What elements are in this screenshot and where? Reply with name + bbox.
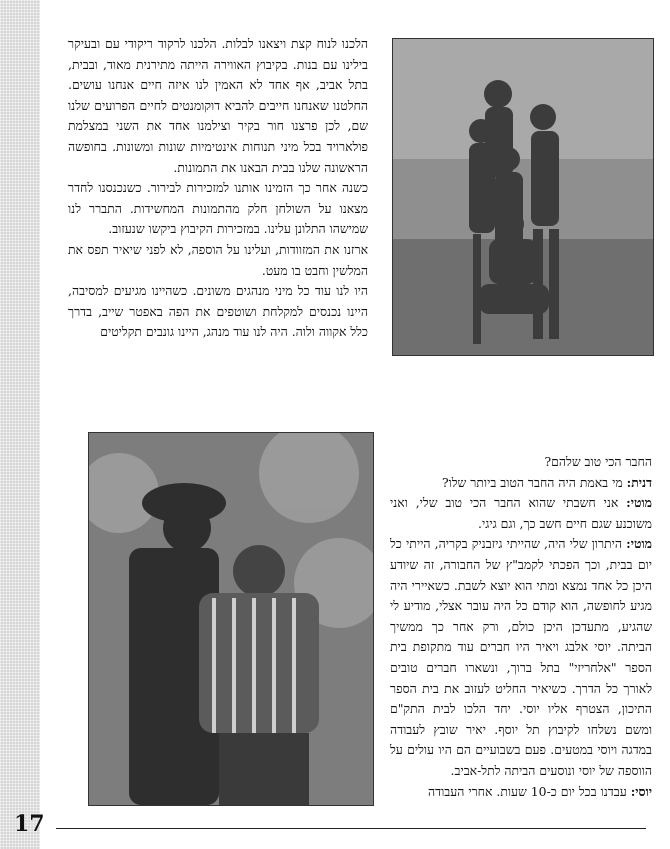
interview-line-3 <box>390 534 652 781</box>
group-photo-illustration <box>393 39 653 355</box>
interview-text: החבר הכי טוב שלהם? <box>544 454 652 469</box>
interview-text: עבדנו בכל יום כ-10 שעות. אחרי העבודה <box>428 783 627 799</box>
page-number: 17 <box>14 811 45 837</box>
soldier-photo-illustration <box>89 433 373 805</box>
paragraph: היו לנו עוד כל מיני מנהגים משונים. כשהיינו מגיעים למסיבה, היינו נכנסים למקלחת ושוטפים את הפה באפטר שייב, בדרך כלל אקווה ולוה. היה לנו עוד מנהג, היינו גונבים תקליטים <box>68 283 368 340</box>
interview-line-2 <box>390 493 652 534</box>
interview-line-1 <box>390 473 652 494</box>
footer-rule <box>56 828 646 829</box>
text-column-right <box>390 452 652 802</box>
speaker-label: מוטי: <box>626 536 652 552</box>
speaker-label: דנית: <box>626 474 652 490</box>
interview-line-4 <box>390 782 652 803</box>
text-column-left <box>68 34 368 343</box>
paragraph: ארזנו את המזוודות, ועלינו על הוספה, לא לפני שיאיר תפס את המלשין וחבט בו מעט. <box>68 241 368 278</box>
paragraph: הלכנו לנוח קצת ויצאנו לבלות. הלכנו לרקוד ריקודי עם ובעיקר בילינו עם בנות. בקיבוץ האווירה הייתה מתירנית מאוד, ובבית, בתל אביב, אף אחד לא האמין לנו איזה חיים אנחנו עושים. החלטנו שאנחנו חייבים להביא דוקומנטים לחיים הפרועים שלנו שם, לכן פרצנו חור בקיר וצילמנו אחד את השני במצלמת פולארויד בכל מיני תנוחות אינטימיות שונות ומשונות. בחופשה הראשונה שלנו בבית הבאנו את התמונות. <box>68 36 368 175</box>
decorative-side-strip <box>0 0 40 849</box>
interview-line-0 <box>390 452 652 473</box>
paragraph: כשנה אחר כך הזמינו אותנו למזכירות לבירור. כשנכנסנו לחדר מצאנו על השולחן חלק מהתמונות המחשידות. התברר לנו שמישהו התלונן עלינו. במזכירות הקיבוץ ביקשו שנעזוב. <box>68 180 368 237</box>
interview-text: מי באמת היה החבר הטוב ביותר שלו? <box>441 474 623 490</box>
group-photo <box>392 38 654 356</box>
speaker-label: יוסי: <box>630 783 652 799</box>
interview-text: היתרון שלי היה, שהייתי גיזבניק בקריה, הייתי כל יום בבית, וכך הפכתי לקמב"ץ של החבורה, זה שיודע היכן כל אחד נמצא ומתי הוא יוצא לשבת. כשאיירי היה מגיע לחופשה, הוא קודם כל היה עובר אצלי, מודיע לי שהגיע, מתעדכן היכן כולם, ורק אחר כך ממשיך הביתה. יוסי אלבג ויאיר היו חברים עוד מתקופת בית הספר "אלחריזי" בתל ברוך, ונשארו חברים טובים לאורך כל הדרך. כשיאיר החליט לעזוב את בית הספר התיכון, הצטרף אליו יוסי. יחד הלכו לבית התק"ם ומשם נשלחו לקיבוץ תל יוסף. יאיר שובץ לעבודה במדגה ויוסי במטעים. פעם בשבועיים הם היו עולים על הווספה של יוסי ונוסעים הביתה לתל-אביב. <box>390 536 652 778</box>
interview-text: אני חשבתי שהוא החבר הכי טוב שלי, ואני משוכנע שגם חיים חשב כך, וגם גיגי. <box>390 495 652 531</box>
speaker-label: מוטי: <box>626 495 652 511</box>
soldier-photo <box>88 432 374 806</box>
